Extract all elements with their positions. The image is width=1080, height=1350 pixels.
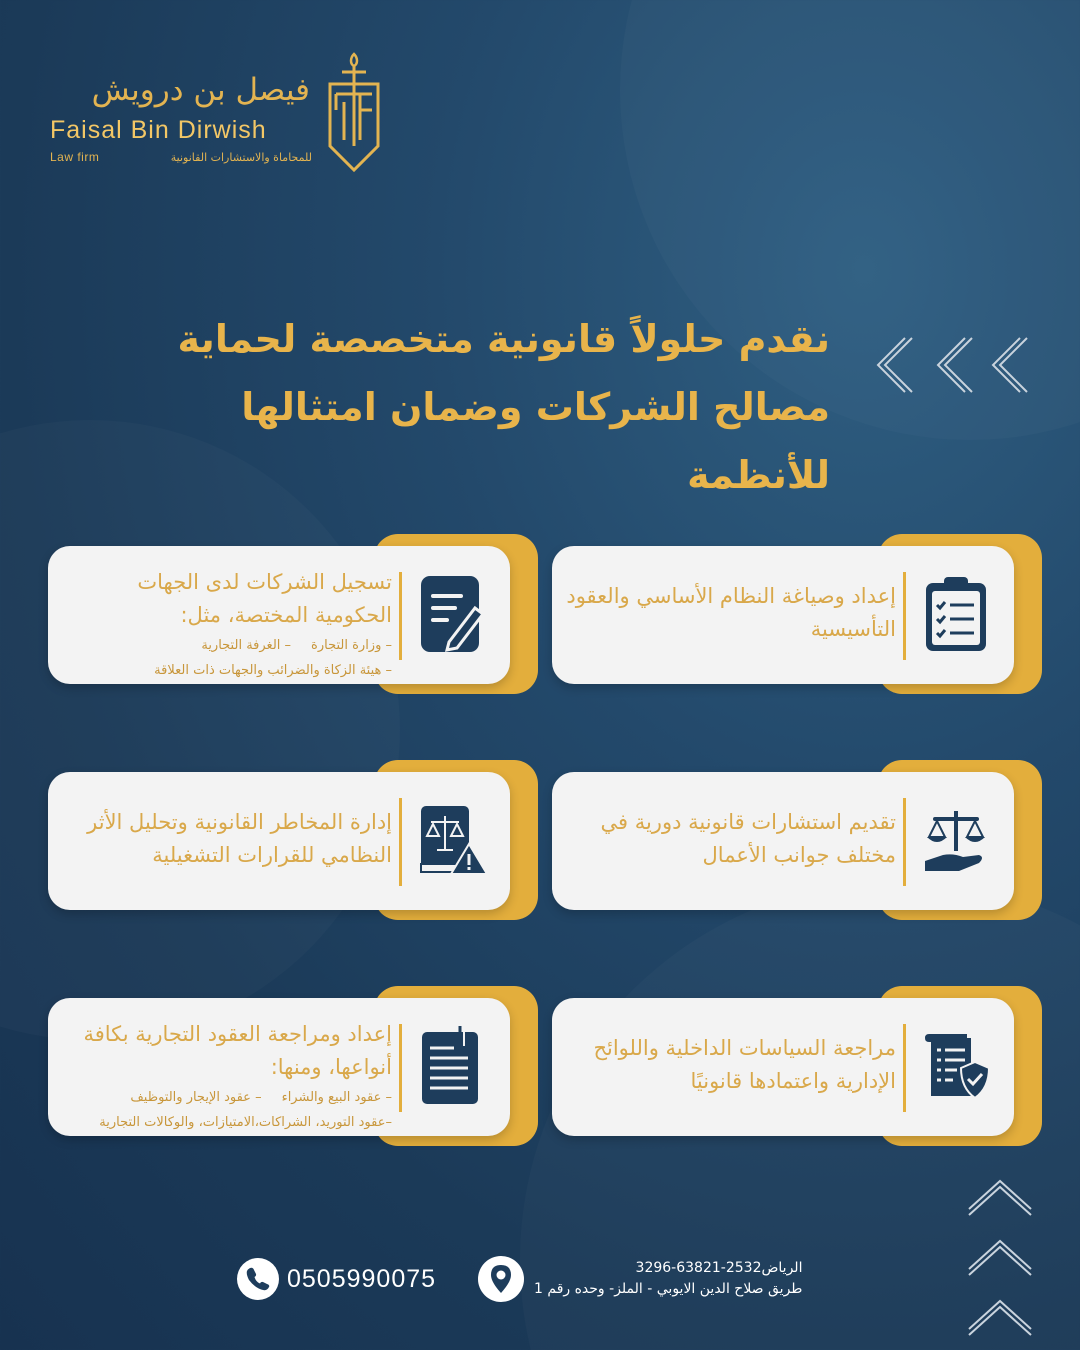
service-items — [62, 633, 392, 683]
brand-tagline — [50, 150, 312, 164]
card-text — [62, 1018, 392, 1135]
service-card — [552, 998, 1030, 1150]
service-title: إعداد وصياغة النظام الأساسي والعقود التأسيسية — [566, 584, 896, 641]
headline-line-2: مصالح الشركات وضمان امتثالها للأنظمة — [241, 385, 830, 497]
footer-phone[interactable] — [237, 1257, 436, 1301]
service-title: تسجيل الشركات لدى الجهات الحكومية المختصة، مثل: — [137, 570, 392, 627]
contract-document-icon — [416, 1026, 488, 1106]
service-card — [552, 546, 1030, 698]
service-title: إدارة المخاطر القانونية وتحليل الأثر النظامي للقرارات التشغيلية — [87, 810, 392, 867]
scales-hand-icon — [920, 800, 992, 880]
service-item: – عقود الإيجار والتوظيف — [130, 1090, 262, 1105]
brand-name-arabic: فيصل بن درويش — [91, 72, 310, 108]
service-items — [62, 1085, 392, 1135]
headline-line-1: نقدم حلولاً قانونية متخصصة لحماية — [177, 317, 830, 361]
service-item: – وزارة التجارة — [311, 638, 392, 653]
card-body — [552, 772, 1014, 910]
service-title: إعداد ومراجعة العقود التجارية بكافة أنواعها، ومنها: — [83, 1022, 392, 1079]
card-divider — [399, 572, 402, 660]
service-title: مراجعة السياسات الداخلية واللوائح الإدارية واعتمادها قانونيًا — [593, 1036, 896, 1093]
card-body — [48, 998, 510, 1136]
card-text — [62, 792, 392, 872]
card-text — [566, 792, 896, 872]
clipboard-checklist-icon — [920, 574, 992, 654]
service-item: – عقود البيع والشراء — [281, 1090, 392, 1105]
phone-number[interactable]: 0505990075 — [287, 1264, 437, 1293]
card-body — [552, 546, 1014, 684]
card-divider — [903, 1024, 906, 1112]
service-card — [552, 772, 1030, 924]
card-divider — [903, 798, 906, 886]
chevron-left-icon — [870, 330, 1030, 400]
card-divider — [903, 572, 906, 660]
service-card — [48, 998, 526, 1150]
brand-name-english: Faisal Bin Dirwish — [50, 116, 267, 144]
card-text — [566, 566, 896, 646]
brand-tagline-english: Law firm — [50, 150, 100, 164]
footer-address[interactable] — [478, 1255, 802, 1303]
address-text — [534, 1258, 802, 1300]
card-body — [48, 546, 510, 684]
card-divider — [399, 798, 402, 886]
location-pin-icon — [478, 1256, 524, 1302]
sword-emblem-icon — [324, 50, 384, 174]
policy-shield-icon — [920, 1026, 992, 1106]
card-divider — [399, 1024, 402, 1112]
service-title: تقديم استشارات قانونية دورية في مختلف جوانب الأعمال — [600, 810, 896, 867]
chevron-up-icon — [965, 1175, 1035, 1340]
service-card — [48, 546, 526, 698]
address-line-1: الرياض2532-63821-3296 — [635, 1260, 803, 1276]
service-item: –عقود التوريد، الشراكات،الامتيازات، والوكالات التجارية — [99, 1115, 392, 1130]
phone-icon — [237, 1258, 279, 1300]
background-circle — [0, 420, 400, 1040]
card-text — [62, 566, 392, 683]
service-card — [48, 772, 526, 924]
brand-logo — [48, 50, 388, 180]
brand-tagline-arabic: للمحاماة والاستشارات القانونية — [170, 150, 312, 164]
card-body — [552, 998, 1014, 1136]
headline — [110, 305, 830, 509]
law-book-warning-icon — [416, 800, 488, 880]
service-item: – هيئة الزكاة والضرائب والجهات ذات العلاقة — [154, 663, 392, 678]
address-line-2: طريق صلاح الدين الايوبي - الملز- وحده رقم 1 — [534, 1281, 803, 1297]
service-item: – الغرفة التجارية — [201, 638, 292, 653]
card-text — [566, 1018, 896, 1098]
card-body — [48, 772, 510, 910]
document-edit-icon — [416, 574, 488, 654]
